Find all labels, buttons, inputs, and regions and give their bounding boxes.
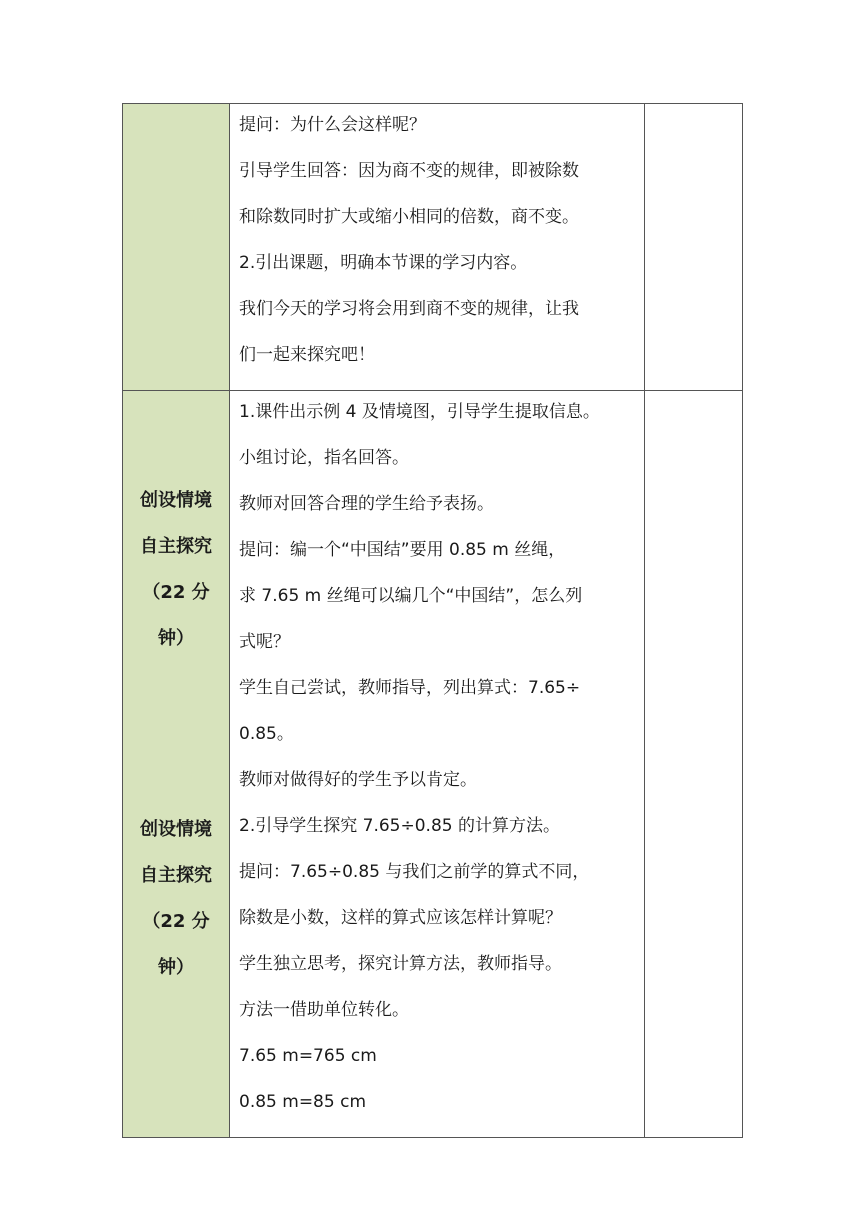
content-line: 2.引导学生探究 7.65÷0.85 的计算方法。: [239, 816, 560, 836]
content-line: 方法一借助单位转化。: [239, 1000, 409, 1020]
content-line: 学生自己尝试，教师指导，列出算式：7.65÷: [239, 678, 581, 698]
content-line: 我们今天的学习将会用到商不变的规律，让我: [239, 299, 579, 319]
content-line: 提问：7.65÷0.85 与我们之前学的算式不同，: [239, 862, 590, 882]
content-text: [230, 391, 644, 1114]
content-line: 提问：为什么会这样呢？: [239, 115, 426, 135]
content-line: 式呢？: [239, 632, 290, 652]
section-label-line: 创设情境: [140, 490, 212, 511]
content-line: 学生独立思考，探究计算方法，教师指导。: [239, 954, 562, 974]
content-line: 0.85 m=85 cm: [239, 1092, 367, 1112]
section-label-cell: [123, 104, 230, 391]
table-row: [123, 104, 743, 391]
content-line: 们一起来探究吧！: [239, 345, 375, 365]
content-line: 0.85。: [239, 724, 294, 744]
content-line: 教师对做得好的学生予以肯定。: [239, 770, 477, 790]
content-line: 7.65 m=765 cm: [239, 1046, 377, 1066]
content-cell: [230, 104, 645, 391]
section-label-line: 钟）: [158, 957, 194, 978]
section-label-line: 钟）: [158, 628, 194, 649]
content-line: 引导学生回答：因为商不变的规律，即被除数: [239, 161, 579, 181]
content-line: 小组讨论，指名回答。: [239, 448, 409, 468]
content-line: 求 7.65 m 丝绳可以编几个“中国结”，怎么列: [239, 586, 583, 606]
section-label-cell: [123, 391, 230, 1138]
table-row: [123, 391, 743, 1138]
note-cell: [645, 104, 743, 391]
section-label: [123, 650, 229, 979]
content-line: 和除数同时扩大或缩小相同的倍数，商不变。: [239, 207, 579, 227]
content-cell: [230, 391, 645, 1138]
section-label: [123, 391, 229, 650]
section-label-line: 自主探究: [140, 865, 212, 886]
section-label-line: （22 分: [142, 911, 210, 932]
section-label-line: （22 分: [142, 582, 210, 603]
content-text: [230, 104, 644, 367]
note-cell: [645, 391, 743, 1138]
lesson-plan-table: [122, 103, 743, 1138]
content-line: 除数是小数，这样的算式应该怎样计算呢？: [239, 908, 562, 928]
section-label-line: 自主探究: [140, 536, 212, 557]
content-line: 提问：编一个“中国结”要用 0.85 m 丝绳，: [239, 540, 566, 560]
content-line: 1.课件出示例 4 及情境图，引导学生提取信息。: [239, 402, 600, 422]
section-label-line: 创设情境: [140, 819, 212, 840]
content-line: 教师对回答合理的学生给予表扬。: [239, 494, 494, 514]
content-line: 2.引出课题，明确本节课的学习内容。: [239, 253, 528, 273]
